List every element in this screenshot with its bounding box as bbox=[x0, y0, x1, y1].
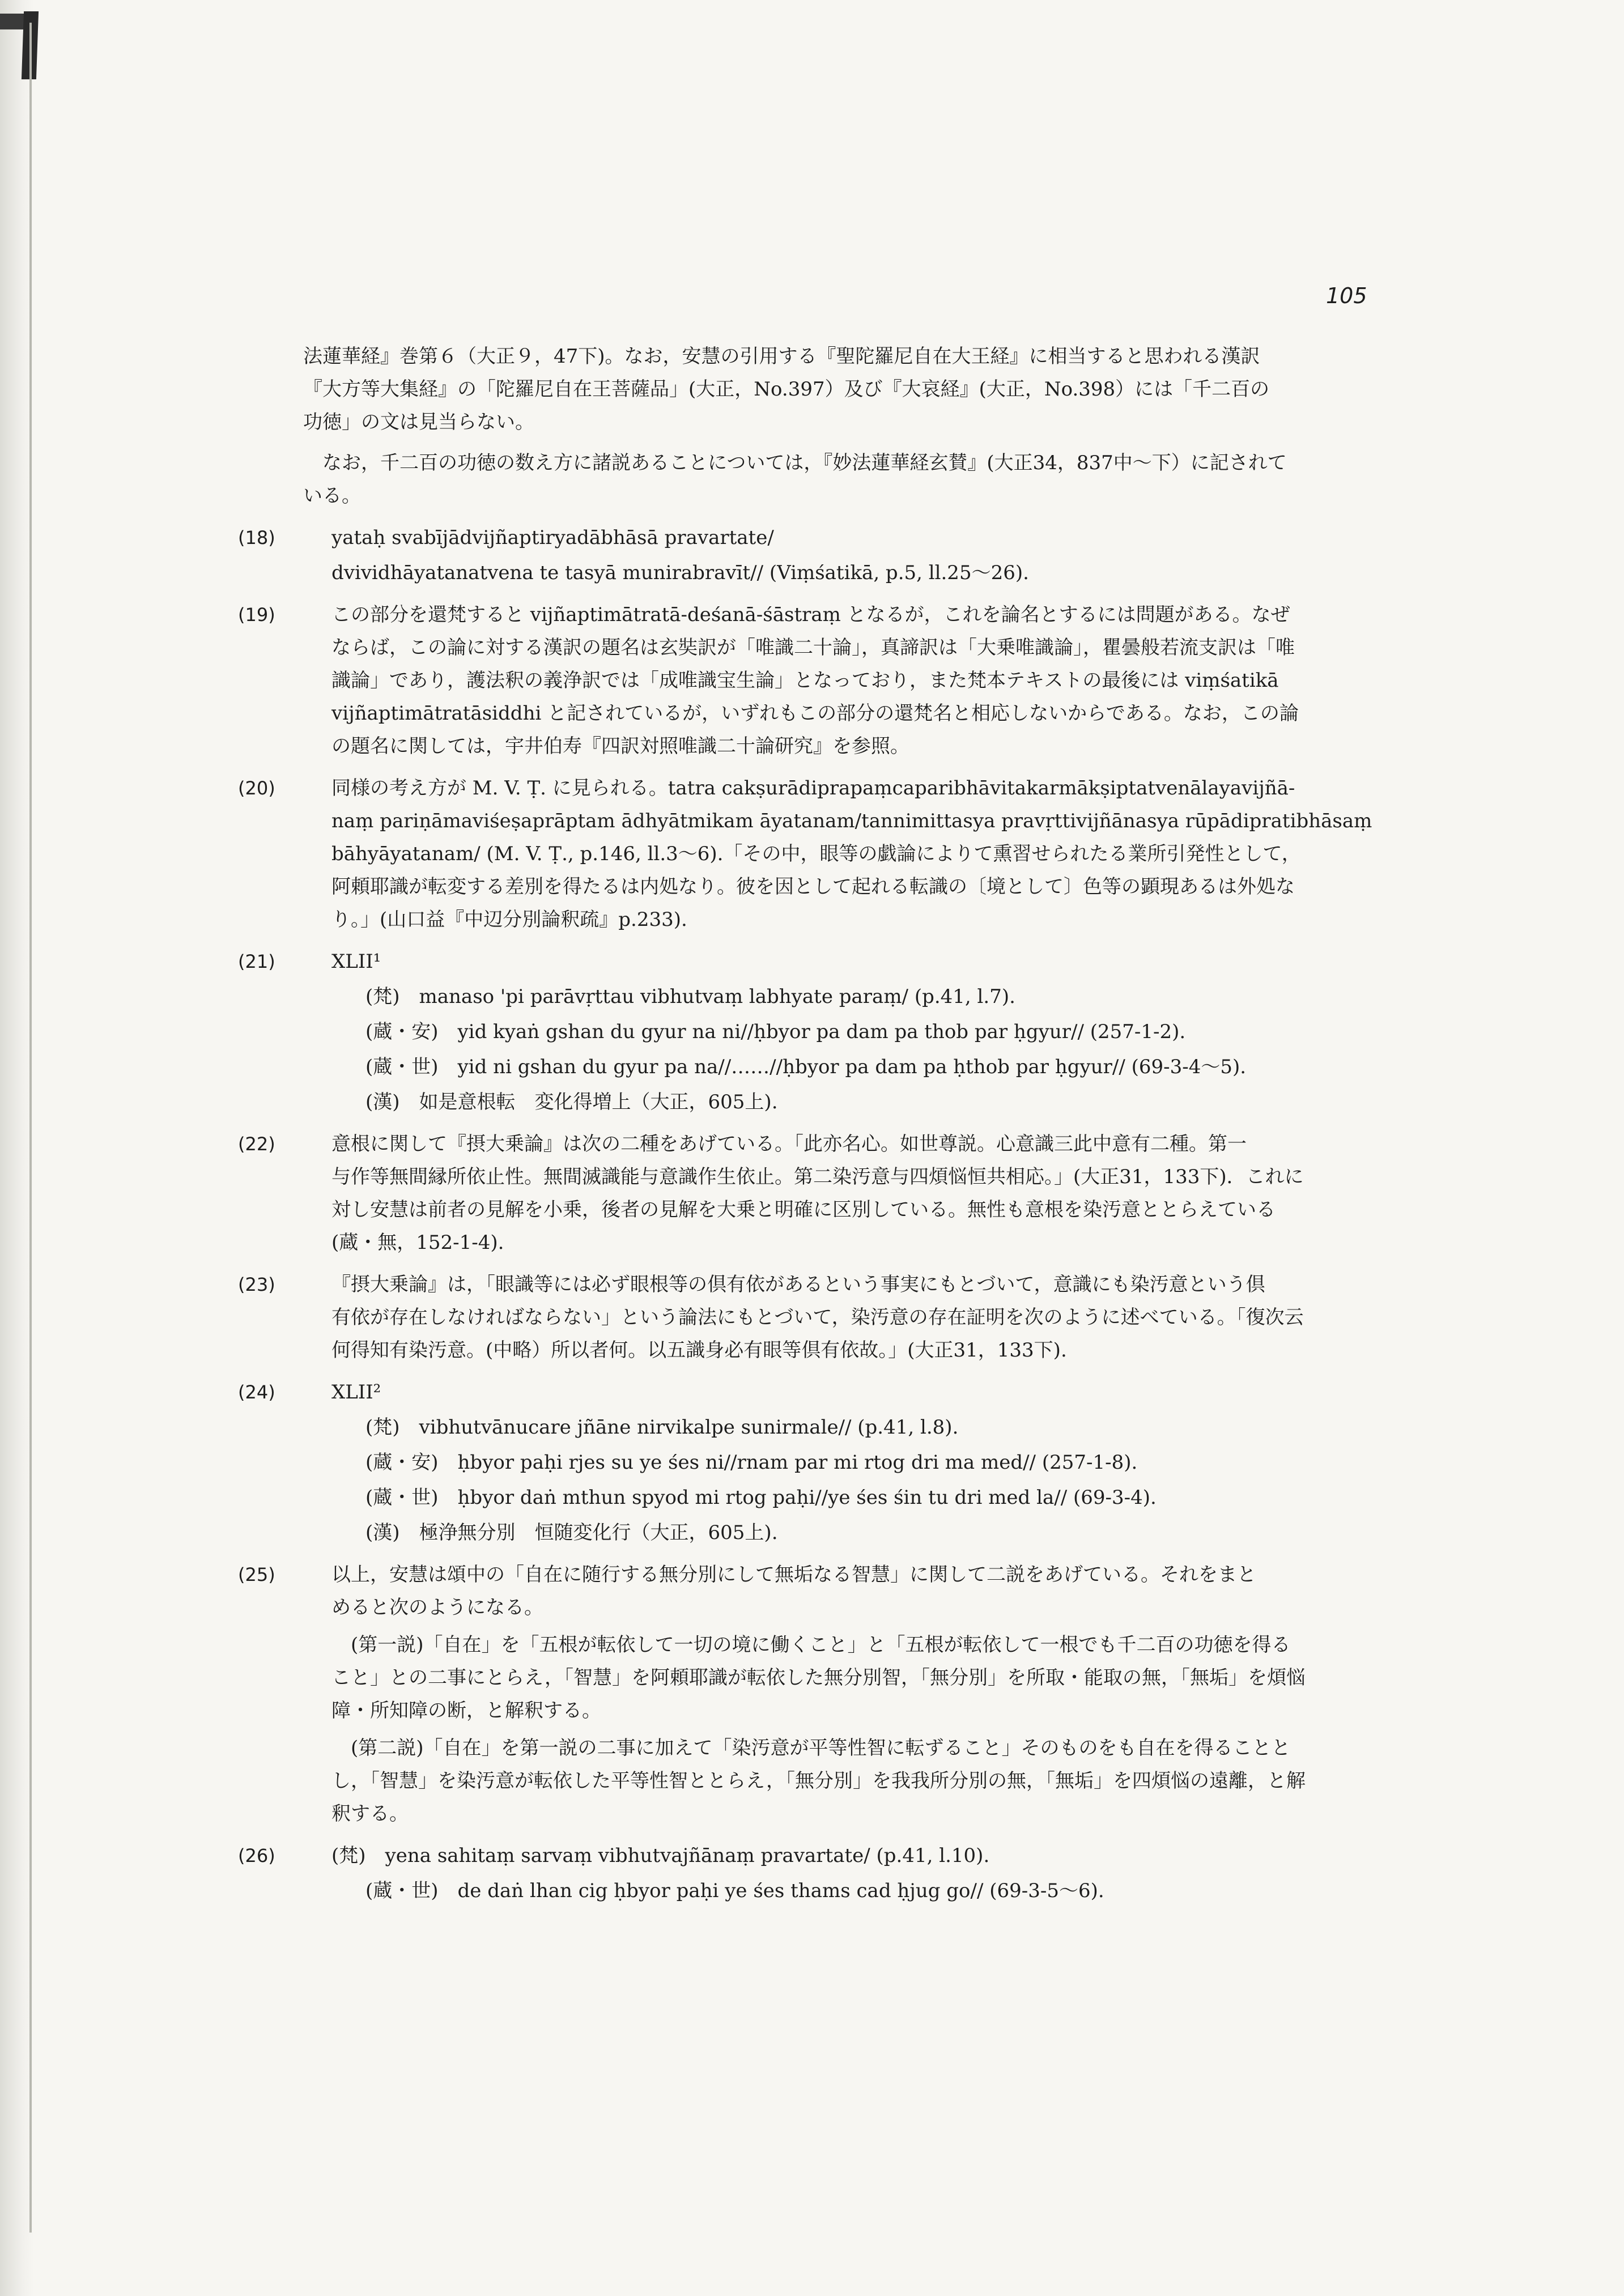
note-explanation: (第二説)「自在」を第一説の二事に加えて「染汚意が平等性智に転ずること」そのものをも自在を得ることと し，「智慧」を染汚意が転依した平等性智ととらえ，「無分別」を我我所分別の無，「無垢」を四煩悩の遠離，と解 釈する。 bbox=[331, 1737, 1306, 1825]
note-number: (18) bbox=[238, 527, 275, 549]
notes-list bbox=[238, 521, 1422, 1907]
note-text: XLII² bbox=[331, 1381, 381, 1404]
note bbox=[238, 598, 1422, 763]
note-text: (梵) yena sahitaṃ sarvaṃ vibhutvajñānaṃ pravartate/ (p.41, l.10). bbox=[331, 1844, 990, 1867]
page-number: 105 bbox=[1326, 283, 1367, 308]
scan-corner-mark bbox=[0, 14, 26, 29]
note bbox=[238, 1558, 1422, 1830]
note bbox=[238, 521, 1422, 589]
note-number: (20) bbox=[238, 777, 275, 799]
note-citation-line: (漢) 如是意根転 変化得増上（大正，605上). bbox=[365, 1091, 778, 1113]
binding-line bbox=[29, 23, 32, 2233]
note-text: yataḥ svabījādvijñaptiryadābhāsā pravartate/ bbox=[331, 526, 774, 549]
page-body bbox=[238, 340, 1422, 1907]
note-text: この部分を還梵すると vijñaptimātratā-deśanā-śāstraṃ となるが，これを論名とするには問題がある。なぜ ならば，この論に対する漢訳の題名は玄奘訳が「唯識二十論」，真諦訳は「大乗唯識論」，瞿曇般若流支訳は「唯 識論」であり，護法釈の義浄訳では「成唯識宝生論」となっており，また梵本テキストの最後には viṃśatikā vijñaptimātratāsiddhi と記されているが，いずれもこの部分の還梵名と相応しないからである。なお，この論 の題名に関しては，宇井伯寿『四訳対照唯識二十論研究』を参照。 bbox=[331, 603, 1299, 758]
note bbox=[238, 945, 1422, 1119]
note-text: XLII¹ bbox=[331, 950, 381, 973]
note-text: 意根に関して『摂大乗論』は次の二種をあげている。「此亦名心。如世尊説。心意識三此中意有二種。第一 与作等無間縁所依止性。無間滅識能与意識作生依止。第二染汚意与四煩悩恒共相応。」(大正31，133下)．これに 対し安慧は前者の見解を小乗，後者の見解を大乗と明確に区別している。無性も意根を染汚意ととらえている (蔵・無，152-1-4). bbox=[331, 1133, 1304, 1254]
note-number: (19) bbox=[238, 604, 275, 626]
note-citation-line: (蔵・安) ḥbyor paḥi rjes su ye śes ni//rnam par mi rtog dri ma med// (257-1-8). bbox=[365, 1451, 1138, 1474]
note-citation-line: (蔵・世) ḥbyor daṅ mthun spyod mi rtog paḥi//ye śes śin tu dri med la// (69-3-4). bbox=[365, 1486, 1157, 1509]
note-number: (23) bbox=[238, 1274, 275, 1295]
note-citation-line: (蔵・世) yid ni gshan du gyur pa na//……//ḥbyor pa dam pa ḥthob par ḥgyur// (69-3-4～5). bbox=[365, 1056, 1247, 1078]
note-citation-line: (梵) vibhutvānucare jñāne nirvikalpe sunirmale// (p.41, l.8). bbox=[365, 1416, 959, 1439]
scan-margin bbox=[0, 0, 34, 2296]
note bbox=[238, 1268, 1422, 1367]
note-number: (24) bbox=[238, 1381, 275, 1403]
note-text: 同様の考え方が M. V. Ṭ. に見られる。tatra cakṣurādiprapaṃcaparibhāvitakarmākṣiptatvenālayavijñā- naṃ pariṇāmaviśeṣaprāptam ādhyātmikam āyatanam/tannimittasya pravṛttivijñānasya rūpādipratibhāsaṃ bāhyāyatanam/ (M. V. Ṭ., p.146, ll.3～6).「その中，眼等の戯論によりて熏習せられたる業所引発性として， 阿頼耶識が転変する差別を得たるは内処なり。彼を因として起れる転識の〔境として〕色等の顕現あるは外処な り。」(山口益『中辺分別論釈疏』p.233). bbox=[331, 777, 1372, 931]
note bbox=[238, 1128, 1422, 1259]
note bbox=[238, 1376, 1422, 1549]
note-number: (22) bbox=[238, 1133, 275, 1155]
intro-paragraph-2: なお，千二百の功徳の数え方に諸説あることについては，『妙法蓮華経玄賛』(大正34，837中～下）に記されて いる。 bbox=[303, 452, 1287, 507]
note-citation-line: (蔵・安) yid kyaṅ gshan du gyur na ni//ḥbyor pa dam pa thob par ḥgyur// (257-1-2). bbox=[365, 1021, 1186, 1043]
note-text: 『摂大乗論』は，「眼識等には必ず眼根等の倶有依があるという事実にもとづいて，意識にも染汚意という倶 有依が存在しなければならない」という論法にもとづいて，染汚意の存在証明を次のように述べている。「復次云 何得知有染汚意。(中略）所以者何。以五識身必有眼等倶有依故。」(大正31，133下). bbox=[331, 1273, 1304, 1362]
note-number: (25) bbox=[238, 1564, 275, 1585]
note-explanation: (第一説)「自在」を「五根が転依して一切の境に働くこと」と「五根が転依して一根でも千二百の功徳を得る こと」との二事にとらえ，「智慧」を阿頼耶識が転依した無分別智，「無分別」を所取・能取の無，「無垢」を煩悩 障・所知障の断，と解釈する。 bbox=[331, 1634, 1306, 1722]
note-number: (26) bbox=[238, 1845, 275, 1866]
note bbox=[238, 1839, 1422, 1907]
note-citation-line: (蔵・世) de daṅ lhan cig ḥbyor paḥi ye śes thams cad ḥjug go// (69-3-5～6). bbox=[365, 1880, 1104, 1902]
note-citation-line: (梵) manaso 'pi parāvṛttau vibhutvaṃ labhyate paraṃ/ (p.41, l.7). bbox=[365, 985, 1015, 1008]
intro-paragraph-1: 法蓮華経』巻第６（大正９，47下)。なお，安慧の引用する『聖陀羅尼自在大王経』に相当すると思われる漢訳 『大方等大集経』の「陀羅尼自在王菩薩品」(大正，No.397）及び『大哀経』(大正，No.398）には「千二百の 功徳」の文は見当らない。 bbox=[303, 345, 1270, 433]
note bbox=[238, 772, 1422, 936]
note-citation-line: dvividhāyatanatvena te tasyā munirabravīt// (Viṃśatikā, p.5, ll.25～26). bbox=[331, 562, 1029, 584]
note-text: 以上，安慧は頌中の「自在に随行する無分別にして無垢なる智慧」に関して二説をあげている。それをまと めると次のようになる。 bbox=[331, 1563, 1256, 1619]
note-citation-line: (漢) 極浄無分別 恒随変化行（大正，605上). bbox=[365, 1521, 778, 1544]
note-number: (21) bbox=[238, 951, 275, 972]
